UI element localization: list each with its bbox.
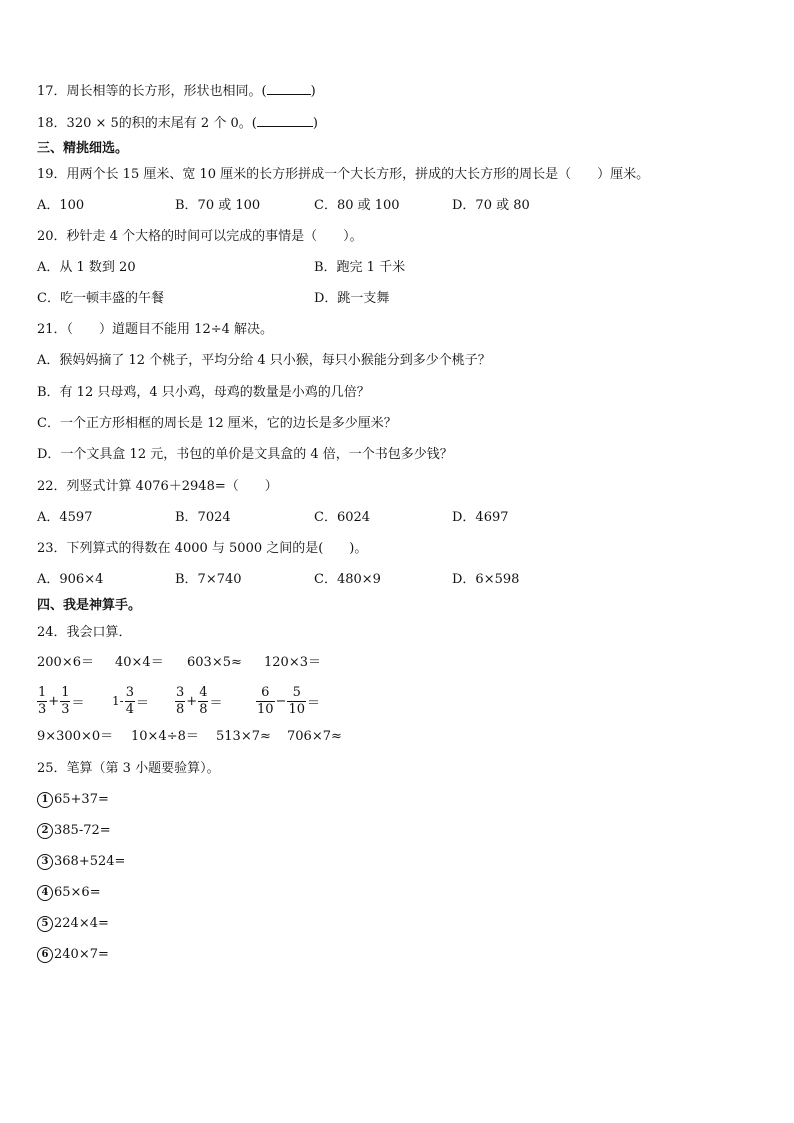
operator: + (186, 693, 198, 709)
fraction: $\frac{5}{10}$ (288, 684, 305, 717)
mental-calc-item: 706×7≈ (287, 729, 342, 744)
fraction: $\frac{6}{10}$ (257, 684, 274, 717)
question-21-option-b[interactable]: B．有 12 只母鸡，4 只小鸡，母鸡的数量是小鸡的几倍？ (37, 385, 370, 400)
question-17 (37, 82, 316, 101)
answer-blank[interactable] (267, 82, 311, 95)
question-19-option-c[interactable]: C．80 或 100 (314, 198, 400, 213)
mental-calc-item: 10×4÷8＝ (131, 729, 199, 744)
question-18-close: ) (312, 116, 318, 131)
written-calc-item-5 (37, 915, 109, 933)
question-25-stem: 25．笔算（第 3 小题要验算）。 (37, 761, 220, 776)
operator: − (275, 693, 287, 709)
fraction: $\frac{1}{3}$ (38, 684, 47, 717)
equals-sign: ＝ (71, 695, 85, 711)
equals-sign: ＝ (209, 695, 223, 711)
circled-number: 6 (37, 947, 53, 963)
question-19-option-a[interactable]: A．100 (37, 198, 85, 213)
fraction: $\frac{3}{8}$ (176, 684, 185, 717)
question-17-close: ) (310, 84, 316, 99)
question-21-option-d[interactable]: D．一个文具盒 12 元，书包的单价是文具盒的 4 倍，一个书包多少钱？ (37, 447, 453, 462)
question-23-option-c[interactable]: C．480×9 (314, 572, 381, 587)
written-calc-item-2 (37, 822, 111, 840)
question-23-stem: 23．下列算式的得数在 4000 与 5000 之间的是( )。 (37, 541, 368, 556)
question-18 (37, 114, 318, 133)
fraction-calc-3 (175, 681, 223, 721)
question-18-prefix: 18． (37, 116, 67, 131)
question-21-option-a[interactable]: A．猴妈妈摘了 12 个桃子，平均分给 4 只小猴，每只小猴能分到多少个桃子？ (37, 353, 491, 368)
written-calc-item-1 (37, 791, 109, 809)
question-18-expression: 320 × 5 (66, 116, 119, 131)
operator: 1- (112, 694, 124, 708)
mental-calc-item: 513×7≈ (216, 729, 271, 744)
question-21-option-c[interactable]: C．一个正方形相框的周长是 12 厘米，它的边长是多少厘米？ (37, 416, 397, 431)
fraction: $\frac{3}{4}$ (125, 684, 134, 717)
question-21-stem: 21．（ ）道题目不能用 12÷4 解决。 (37, 322, 274, 337)
fraction: $\frac{4}{8}$ (199, 684, 208, 717)
section-heading-3: 三、精挑细选。 (37, 141, 129, 156)
mental-calc-item: 120×3＝ (264, 655, 321, 670)
circled-number: 3 (37, 854, 53, 870)
equals-sign: ＝ (307, 695, 321, 711)
fraction-calc-1 (37, 681, 85, 721)
written-calc-item-3 (37, 853, 125, 871)
question-23-option-d[interactable]: D．6×598 (452, 572, 520, 587)
mental-calc-item: 200×6＝ (37, 655, 94, 670)
mental-calc-item: 9×300×0＝ (37, 729, 114, 744)
circled-number: 1 (37, 792, 53, 808)
written-calc-item-6 (37, 946, 109, 964)
question-17-text: 17．周长相等的长方形，形状也相同。( (37, 84, 267, 99)
question-20-stem: 20．秒针走 4 个大格的时间可以完成的事情是（ ）。 (37, 229, 363, 244)
question-18-text: 的积的末尾有 2 个 0。( (118, 116, 257, 131)
question-22-option-b[interactable]: B．7024 (175, 510, 231, 525)
question-22-option-d[interactable]: D．4697 (452, 510, 509, 525)
fraction-calc-4 (256, 681, 321, 721)
circled-number: 5 (37, 916, 53, 932)
question-19-option-b[interactable]: B．70 或 100 (175, 198, 261, 213)
section-heading-4: 四、我是神算手。 (37, 598, 142, 613)
written-calc-item-4 (37, 884, 101, 902)
fraction: $\frac{1}{3}$ (61, 684, 70, 717)
question-23-option-a[interactable]: A．906×4 (37, 572, 104, 587)
question-20-option-b[interactable]: B．跑完 1 千米 (314, 260, 406, 275)
question-22-stem: 22．列竖式计算 4076＋2948=（ ） (37, 479, 278, 494)
expression: 65+37= (54, 792, 109, 807)
circled-number: 4 (37, 885, 53, 901)
expression: 65×6= (54, 885, 101, 900)
question-20-option-d[interactable]: D．跳一支舞 (314, 291, 390, 306)
expression: 385-72= (54, 823, 111, 838)
circled-number: 2 (37, 823, 53, 839)
answer-blank[interactable] (257, 114, 313, 127)
question-20-option-c[interactable]: C．吃一顿丰盛的午餐 (37, 291, 164, 306)
question-22-option-a[interactable]: A．4597 (37, 510, 93, 525)
equals-sign: ＝ (135, 695, 149, 711)
mental-calc-item: 603×5≈ (187, 655, 242, 670)
question-19-stem: 19．用两个长 15 厘米、宽 10 厘米的长方形拼成一个大长方形，拼成的大长方形的周长是（ ）厘米。 (37, 167, 650, 182)
question-24-stem: 24．我会口算． (37, 625, 132, 640)
expression: 224×4= (54, 916, 109, 931)
question-19-option-d[interactable]: D．70 或 80 (452, 198, 530, 213)
expression: 240×7= (54, 947, 109, 962)
question-20-option-a[interactable]: A．从 1 数到 20 (37, 260, 136, 275)
mental-calc-item: 40×4＝ (115, 655, 164, 670)
expression: 368+524= (54, 854, 126, 869)
operator: + (48, 693, 60, 709)
question-22-option-c[interactable]: C．6024 (314, 510, 371, 525)
question-23-option-b[interactable]: B．7×740 (175, 572, 242, 587)
fraction-calc-2 (111, 681, 150, 721)
